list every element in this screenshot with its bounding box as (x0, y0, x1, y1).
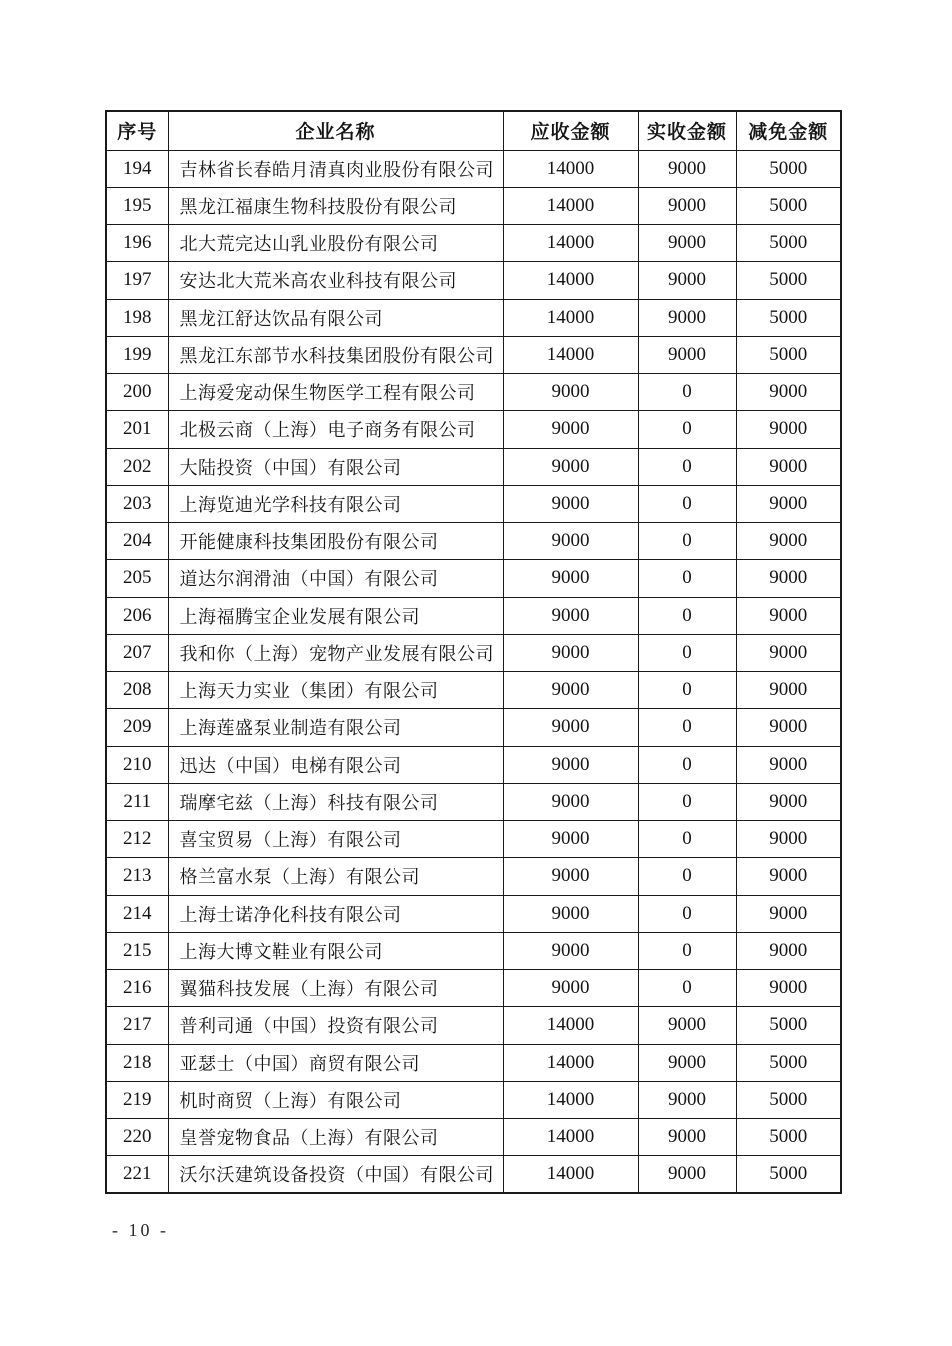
table-row (106, 374, 841, 411)
received-amount-cell: 9000 (638, 150, 736, 187)
receivable-amount-cell: 9000 (503, 634, 638, 671)
company-name-cell: 黑龙江福康生物科技股份有限公司 (168, 187, 503, 224)
fee-table (105, 110, 842, 1194)
company-name-cell: 喜宝贸易（上海）有限公司 (168, 821, 503, 858)
table-row (106, 672, 841, 709)
reduction-amount-cell: 5000 (736, 1119, 841, 1156)
company-name-cell: 上海士诺净化科技有限公司 (168, 895, 503, 932)
reduction-amount-cell: 9000 (736, 970, 841, 1007)
col-header-company-name: 企业名称 (168, 111, 503, 150)
col-header-reduction-amount: 减免金额 (736, 111, 841, 150)
table-row (106, 821, 841, 858)
received-amount-cell: 9000 (638, 1007, 736, 1044)
reduction-amount-cell: 5000 (736, 1156, 841, 1193)
received-amount-cell: 9000 (638, 1044, 736, 1081)
company-name-cell: 上海福腾宝企业发展有限公司 (168, 597, 503, 634)
reduction-amount-cell: 9000 (736, 932, 841, 969)
company-name-cell: 安达北大荒米高农业科技有限公司 (168, 262, 503, 299)
table-row (106, 709, 841, 746)
receivable-amount-cell: 9000 (503, 523, 638, 560)
reduction-amount-cell: 9000 (736, 560, 841, 597)
company-name-cell: 上海大博文鞋业有限公司 (168, 932, 503, 969)
reduction-amount-cell: 9000 (736, 746, 841, 783)
received-amount-cell: 0 (638, 560, 736, 597)
received-amount-cell: 0 (638, 448, 736, 485)
receivable-amount-cell: 9000 (503, 783, 638, 820)
company-name-cell: 格兰富水泵（上海）有限公司 (168, 858, 503, 895)
index-cell: 217 (106, 1007, 168, 1044)
company-name-cell: 瑞摩宅兹（上海）科技有限公司 (168, 783, 503, 820)
receivable-amount-cell: 14000 (503, 225, 638, 262)
received-amount-cell: 0 (638, 597, 736, 634)
reduction-amount-cell: 9000 (736, 523, 841, 560)
table-row (106, 150, 841, 187)
index-cell: 197 (106, 262, 168, 299)
index-cell: 213 (106, 858, 168, 895)
col-header-received-amount: 实收金额 (638, 111, 736, 150)
company-name-cell: 北大荒完达山乳业股份有限公司 (168, 225, 503, 262)
col-header-receivable-amount: 应收金额 (503, 111, 638, 150)
receivable-amount-cell: 9000 (503, 858, 638, 895)
table-row (106, 1007, 841, 1044)
company-name-cell: 迅达（中国）电梯有限公司 (168, 746, 503, 783)
index-cell: 198 (106, 299, 168, 336)
company-name-cell: 亚瑟士（中国）商贸有限公司 (168, 1044, 503, 1081)
reduction-amount-cell: 9000 (736, 448, 841, 485)
reduction-amount-cell: 9000 (736, 821, 841, 858)
received-amount-cell: 0 (638, 523, 736, 560)
receivable-amount-cell: 14000 (503, 1044, 638, 1081)
company-name-cell: 北极云商（上海）电子商务有限公司 (168, 411, 503, 448)
company-name-cell: 黑龙江东部节水科技集团股份有限公司 (168, 336, 503, 373)
company-name-cell: 上海天力实业（集团）有限公司 (168, 672, 503, 709)
receivable-amount-cell: 9000 (503, 411, 638, 448)
receivable-amount-cell: 9000 (503, 597, 638, 634)
table-row (106, 336, 841, 373)
reduction-amount-cell: 9000 (736, 672, 841, 709)
index-cell: 209 (106, 709, 168, 746)
received-amount-cell: 0 (638, 746, 736, 783)
reduction-amount-cell: 5000 (736, 150, 841, 187)
index-cell: 219 (106, 1081, 168, 1118)
table-row (106, 1156, 841, 1193)
reduction-amount-cell: 5000 (736, 299, 841, 336)
reduction-amount-cell: 9000 (736, 374, 841, 411)
reduction-amount-cell: 9000 (736, 858, 841, 895)
table-row (106, 597, 841, 634)
index-cell: 216 (106, 970, 168, 1007)
reduction-amount-cell: 9000 (736, 485, 841, 522)
table-row (106, 932, 841, 969)
index-cell: 194 (106, 150, 168, 187)
table-row (106, 225, 841, 262)
reduction-amount-cell: 5000 (736, 187, 841, 224)
table-row (106, 634, 841, 671)
index-cell: 212 (106, 821, 168, 858)
table-row (106, 895, 841, 932)
received-amount-cell: 0 (638, 374, 736, 411)
received-amount-cell: 0 (638, 709, 736, 746)
reduction-amount-cell: 9000 (736, 597, 841, 634)
index-cell: 214 (106, 895, 168, 932)
company-name-cell: 吉林省长春皓月清真肉业股份有限公司 (168, 150, 503, 187)
receivable-amount-cell: 14000 (503, 150, 638, 187)
receivable-amount-cell: 9000 (503, 672, 638, 709)
index-cell: 215 (106, 932, 168, 969)
page-number: - 10 - (112, 1220, 169, 1240)
received-amount-cell: 0 (638, 932, 736, 969)
receivable-amount-cell: 14000 (503, 336, 638, 373)
received-amount-cell: 0 (638, 895, 736, 932)
table-row (106, 746, 841, 783)
company-name-cell: 大陆投资（中国）有限公司 (168, 448, 503, 485)
receivable-amount-cell: 14000 (503, 1119, 638, 1156)
company-name-cell: 翼猫科技发展（上海）有限公司 (168, 970, 503, 1007)
company-name-cell: 道达尔润滑油（中国）有限公司 (168, 560, 503, 597)
reduction-amount-cell: 5000 (736, 1044, 841, 1081)
index-cell: 205 (106, 560, 168, 597)
index-cell: 202 (106, 448, 168, 485)
index-cell: 207 (106, 634, 168, 671)
receivable-amount-cell: 9000 (503, 970, 638, 1007)
received-amount-cell: 9000 (638, 1081, 736, 1118)
reduction-amount-cell: 5000 (736, 262, 841, 299)
table-row (106, 970, 841, 1007)
index-cell: 200 (106, 374, 168, 411)
reduction-amount-cell: 9000 (736, 634, 841, 671)
company-name-cell: 上海爱宠动保生物医学工程有限公司 (168, 374, 503, 411)
company-name-cell: 开能健康科技集团股份有限公司 (168, 523, 503, 560)
received-amount-cell: 9000 (638, 225, 736, 262)
receivable-amount-cell: 9000 (503, 485, 638, 522)
company-name-cell: 黑龙江舒达饮品有限公司 (168, 299, 503, 336)
index-cell: 203 (106, 485, 168, 522)
receivable-amount-cell: 9000 (503, 821, 638, 858)
company-name-cell: 沃尔沃建筑设备投资（中国）有限公司 (168, 1156, 503, 1193)
company-name-cell: 我和你（上海）宠物产业发展有限公司 (168, 634, 503, 671)
table-body (106, 150, 841, 1193)
reduction-amount-cell: 9000 (736, 783, 841, 820)
receivable-amount-cell: 14000 (503, 1007, 638, 1044)
table-row (106, 560, 841, 597)
received-amount-cell: 0 (638, 821, 736, 858)
table-row (106, 1044, 841, 1081)
received-amount-cell: 0 (638, 970, 736, 1007)
company-name-cell: 机时商贸（上海）有限公司 (168, 1081, 503, 1118)
receivable-amount-cell: 14000 (503, 299, 638, 336)
received-amount-cell: 9000 (638, 1156, 736, 1193)
company-name-cell: 上海览迪光学科技有限公司 (168, 485, 503, 522)
table-row (106, 299, 841, 336)
receivable-amount-cell: 14000 (503, 1081, 638, 1118)
receivable-amount-cell: 9000 (503, 448, 638, 485)
receivable-amount-cell: 9000 (503, 932, 638, 969)
table-row (106, 262, 841, 299)
received-amount-cell: 0 (638, 858, 736, 895)
table-header-row (106, 111, 841, 150)
received-amount-cell: 9000 (638, 1119, 736, 1156)
index-cell: 208 (106, 672, 168, 709)
reduction-amount-cell: 5000 (736, 1081, 841, 1118)
table-row (106, 448, 841, 485)
table-row (106, 1119, 841, 1156)
index-cell: 196 (106, 225, 168, 262)
received-amount-cell: 9000 (638, 336, 736, 373)
company-name-cell: 普利司通（中国）投资有限公司 (168, 1007, 503, 1044)
receivable-amount-cell: 9000 (503, 895, 638, 932)
index-cell: 211 (106, 783, 168, 820)
index-cell: 220 (106, 1119, 168, 1156)
received-amount-cell: 9000 (638, 262, 736, 299)
receivable-amount-cell: 9000 (503, 746, 638, 783)
table-row (106, 485, 841, 522)
index-cell: 218 (106, 1044, 168, 1081)
table-row (106, 187, 841, 224)
received-amount-cell: 0 (638, 411, 736, 448)
receivable-amount-cell: 9000 (503, 374, 638, 411)
index-cell: 195 (106, 187, 168, 224)
index-cell: 199 (106, 336, 168, 373)
index-cell: 204 (106, 523, 168, 560)
reduction-amount-cell: 9000 (736, 411, 841, 448)
receivable-amount-cell: 14000 (503, 187, 638, 224)
receivable-amount-cell: 9000 (503, 560, 638, 597)
receivable-amount-cell: 9000 (503, 709, 638, 746)
received-amount-cell: 0 (638, 783, 736, 820)
table-row (106, 858, 841, 895)
receivable-amount-cell: 14000 (503, 1156, 638, 1193)
reduction-amount-cell: 5000 (736, 1007, 841, 1044)
reduction-amount-cell: 9000 (736, 895, 841, 932)
table-row (106, 523, 841, 560)
reduction-amount-cell: 9000 (736, 709, 841, 746)
index-cell: 201 (106, 411, 168, 448)
index-cell: 221 (106, 1156, 168, 1193)
index-cell: 206 (106, 597, 168, 634)
index-cell: 210 (106, 746, 168, 783)
company-name-cell: 皇誉宠物食品（上海）有限公司 (168, 1119, 503, 1156)
receivable-amount-cell: 14000 (503, 262, 638, 299)
received-amount-cell: 9000 (638, 299, 736, 336)
reduction-amount-cell: 5000 (736, 225, 841, 262)
received-amount-cell: 0 (638, 634, 736, 671)
table-row (106, 783, 841, 820)
company-name-cell: 上海莲盛泵业制造有限公司 (168, 709, 503, 746)
reduction-amount-cell: 5000 (736, 336, 841, 373)
col-header-index: 序号 (106, 111, 168, 150)
received-amount-cell: 9000 (638, 187, 736, 224)
received-amount-cell: 0 (638, 485, 736, 522)
received-amount-cell: 0 (638, 672, 736, 709)
table-row (106, 1081, 841, 1118)
table-row (106, 411, 841, 448)
